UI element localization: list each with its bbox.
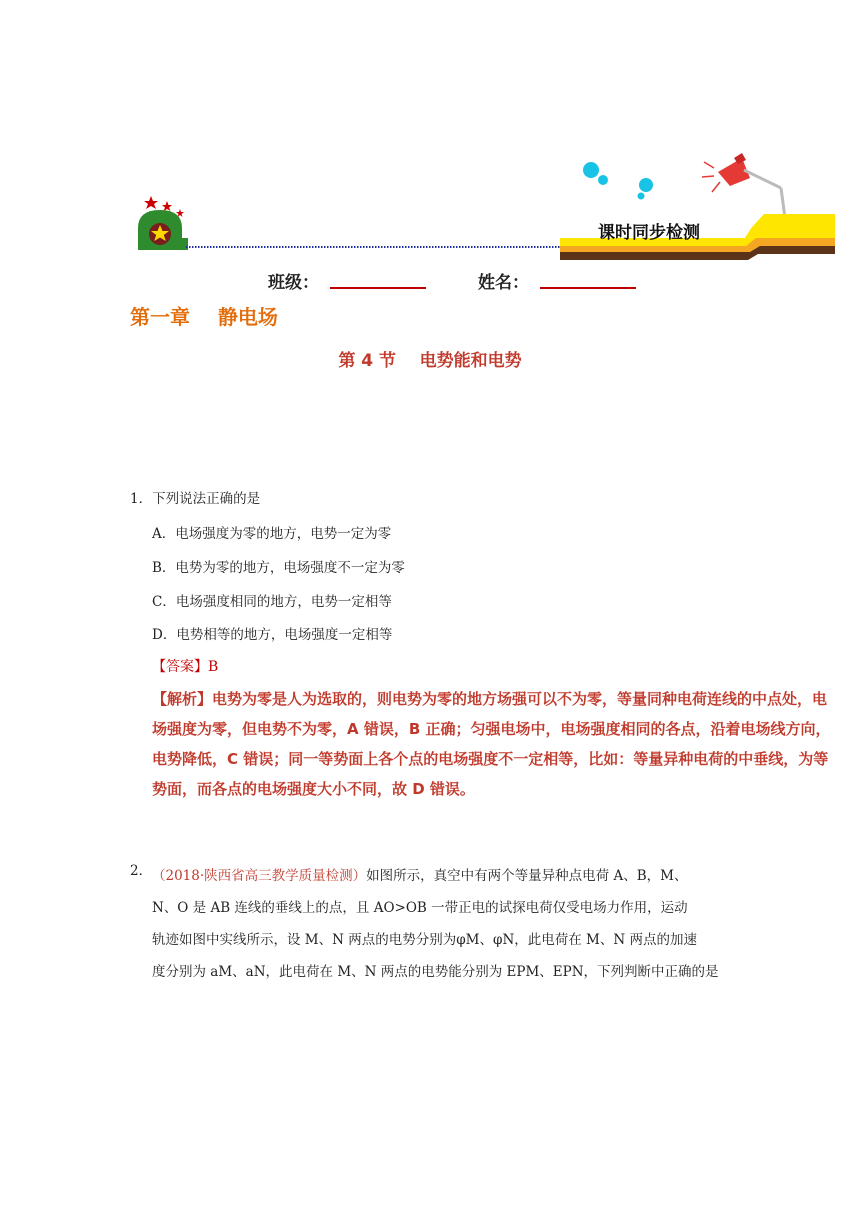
bubble-icons bbox=[583, 162, 653, 200]
q2-line-3: 轨迹如图中实线所示，设 M、N 两点的电势分别为φM、φN，此电荷在 M、N 两点的加速 bbox=[152, 932, 697, 948]
q1-number: 1． bbox=[130, 491, 153, 507]
q1-option-a: A．电场强度为零的地方，电势一定为零 bbox=[152, 526, 392, 542]
banner-title: 课时同步检测 bbox=[598, 223, 700, 243]
analysis-line: 电势降低，C 错误；同一等势面上各个点的电场强度不一定相等，比如：等量异种电荷的中垂线，为等 bbox=[152, 750, 829, 768]
analysis-line: 势面，而各点的电场强度大小不同，故 D 错误。 bbox=[152, 780, 475, 798]
q1-analysis bbox=[152, 684, 842, 804]
q1-option-c: C．电场强度相同的地方，电势一定相等 bbox=[152, 594, 392, 610]
q2-line-4: 度分别为 aM、aN，此电荷在 M、N 两点的电势能分别为 EPM、EPN，下列判断中正确的是 bbox=[152, 964, 719, 980]
q1-option-b: B．电势为零的地方，电场强度不一定为零 bbox=[152, 560, 405, 576]
class-field-line bbox=[330, 287, 426, 289]
section-title: 第 4 节 电势能和电势 bbox=[338, 351, 522, 371]
analysis-line: 场强度为零，但电势不为零，A 错误，B 正确；匀强电场中，电场强度相同的各点，沿着电场线方向， bbox=[152, 720, 831, 738]
q1-option-d: D．电势相等的地方，电场强度一定相等 bbox=[152, 627, 393, 643]
q1-stem-text: 下列说法正确的是 bbox=[152, 491, 261, 507]
name-label: 姓名： bbox=[478, 273, 529, 293]
q2-source: （2018·陕西省高三教学质量检测） bbox=[152, 868, 367, 884]
q2-stem bbox=[152, 860, 752, 988]
badge-icon bbox=[138, 210, 188, 250]
q1-answer: 【答案】B bbox=[152, 659, 219, 675]
q2-line-1 bbox=[152, 860, 752, 892]
q1-stem bbox=[130, 489, 260, 509]
class-label: 班级： bbox=[268, 273, 319, 293]
q2-number: 2． bbox=[130, 863, 153, 879]
q2-line-2: N、O 是 AB 连线的垂线上的点，且 AO>OB 一带正电的试探电荷仅受电场力作用，运动 bbox=[152, 900, 688, 916]
name-field-line bbox=[540, 287, 636, 289]
header-banner bbox=[130, 150, 835, 260]
lamp-icon bbox=[702, 153, 785, 218]
chapter-title: 第一章 静电场 bbox=[130, 305, 278, 329]
analysis-line: 【解析】电势为零是人为选取的，则电势为零的地方场强可以不为零，等量同种电荷连线的中点处，电 bbox=[152, 690, 828, 708]
q2-line-1-text: 如图所示，真空中有两个等量异种点电荷 A、B，M、 bbox=[366, 868, 688, 884]
